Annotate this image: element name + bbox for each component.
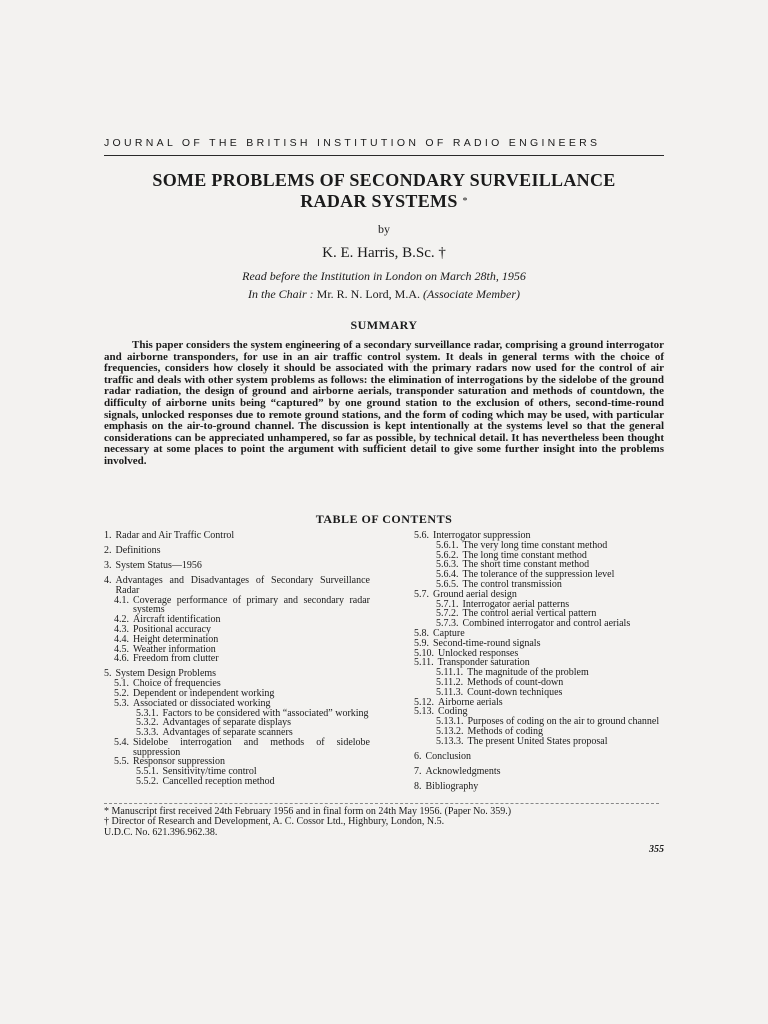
toc-entry (400, 737, 664, 747)
toc-entry-number: 5.3. (114, 697, 129, 709)
footnote-author: † Director of Research and Development, A. C. Cossor Ltd., Highbury, London, N.5. (104, 816, 445, 828)
toc-entry-title: Sensitivity/time control (162, 766, 257, 778)
toc-entry-title: Factors to be considered with “associated” working (162, 707, 369, 719)
toc-entry-number: 5.8. (414, 627, 429, 639)
header-rule (104, 155, 664, 156)
toc-entry-number: 5.3.3. (136, 727, 159, 739)
toc-entry-number: 5.7.1. (436, 598, 459, 610)
toc-entry (104, 777, 370, 787)
toc-entry-number: 5.7.2. (436, 608, 459, 620)
toc-entry (104, 561, 370, 571)
toc-entry-number: 5.5. (114, 756, 129, 768)
toc-entry-number: 5.3.1. (136, 707, 159, 719)
toc-entry (104, 596, 370, 616)
toc-entry-number: 6. (414, 750, 422, 762)
toc-entry-title: Dependent or independent working (133, 687, 275, 699)
toc-entry-number: 5.3.2. (136, 717, 159, 729)
toc-entry-title: Ground aerial design (433, 588, 517, 600)
toc-entry-title: Combined interrogator and control aerials (462, 618, 631, 630)
toc-entry-title: Advantages of separate displays (162, 717, 292, 729)
toc-entry (104, 738, 370, 758)
toc-entry-number: 5.6. (414, 530, 429, 541)
toc-heading: TABLE OF CONTENTS (315, 512, 453, 526)
toc-entry-number: 5.13.1. (436, 716, 464, 728)
toc-entry-title: Interrogator aerial patterns (462, 598, 570, 610)
toc-entry-title: The long time constant method (462, 549, 587, 561)
toc-entry-number: 5.10. (414, 647, 434, 659)
toc-entry-title: Cancelled reception method (162, 776, 275, 788)
title-footnote-mark: * (462, 196, 468, 207)
toc-right-column (400, 531, 664, 791)
toc-entry-number: 5.7.3. (436, 618, 459, 630)
toc-entry-title: Aircraft identification (133, 614, 221, 626)
toc-entry (104, 531, 370, 541)
toc-entry-title: Choice of frequencies (133, 678, 221, 690)
summary-heading: SUMMARY (350, 318, 418, 332)
paper-title (104, 170, 664, 212)
toc-entry-number: 4.1. (114, 594, 129, 606)
toc-entry-title: Sidelobe interrogation and methods of sidelobe suppression (133, 736, 370, 758)
author-name: K. E. Harris, B.Sc. † (322, 245, 446, 261)
toc-entry-number: 5.13.3. (436, 735, 464, 747)
toc-entry-number: 5.11. (414, 657, 434, 669)
toc-entry-number: 5.4. (114, 736, 129, 748)
toc-entry-number: 5.5.1. (136, 766, 159, 778)
toc-entry-title: Weather information (133, 643, 216, 655)
toc-entry (104, 576, 370, 596)
chair-line (104, 287, 664, 302)
toc-entry-title: Second-time-round signals (433, 637, 541, 649)
toc-entry-title: The tolerance of the suppression level (462, 569, 615, 581)
toc-entry-title: Associated or dissociated working (133, 697, 271, 709)
title-line-2 (104, 191, 664, 212)
toc-entry (104, 546, 370, 556)
toc-entry-title: Transponder saturation (437, 657, 530, 669)
read-before-line: Read before the Institution in London on March 28th, 1956 (242, 269, 526, 283)
toc-entry-title: Acknowledgments (425, 765, 501, 777)
footnote-udc: U.D.C. No. 621.396.962.38. (104, 826, 218, 838)
toc-entry-title: Count-down techniques (467, 686, 563, 698)
toc-entry (400, 782, 664, 792)
toc-entry-number: 5.6.4. (436, 569, 459, 581)
toc-entry (104, 654, 370, 664)
toc-entry-title: Coverage performance of primary and secondary radar systems (133, 594, 370, 616)
toc-entry-title: The control transmission (462, 578, 562, 590)
toc-entry-title: Airborne aerials (438, 696, 503, 708)
toc-entry-number: 5.5.2. (136, 776, 159, 788)
toc-entry-number: 5.6.1. (436, 539, 459, 551)
toc-entry-number: 2. (104, 544, 112, 556)
toc-entry-number: 1. (104, 530, 112, 541)
toc-entry-number: 5.6.3. (436, 559, 459, 571)
journal-header: JOURNAL OF THE BRITISH INSTITUTION OF RADIO ENGINEERS (104, 137, 601, 149)
toc-entry-title: Positional accuracy (133, 623, 212, 635)
toc-entry-number: 5.6.2. (436, 549, 459, 561)
toc-entry (400, 752, 664, 762)
summary-text: This paper considers the system engineering of a secondary surveillance radar, comprising a ground interrogator and airborne transponders, for use in an air traffic control system. It deals in general terms with the choice of frequencies, considers how closely it should be associated with the primary radars now used for the control of air traffic and deals with other system problems as follows: the elimination of interrogations by the sidelobe of the ground radar radiation, the design of ground and airborne aerials, transponder saturation and methods of countdown, the difficulty of airborne units being “captured” by one ground station to the exclusion of others, second-time-round signals, unlocked responses due to remote ground stations, and the form of coding which may be used, with particular emphasis on the air-to-ground channel. The discussion is kept intentionally at the systems level so that the general considerations can be appreciated unhampered, so far as possible, by technical detail. It has nevertheless been thought necessary at some places to point the argument with sufficient detail to give some further insight into the problems involved. (104, 339, 664, 467)
title-line-1: SOME PROBLEMS OF SECONDARY SURVEILLANCE (152, 170, 616, 190)
toc-entry-title: Responsor suppression (133, 756, 225, 768)
toc-entry-number: 4.2. (114, 614, 129, 626)
toc-entry-number: 5.7. (414, 588, 429, 600)
title-line-2-text: RADAR SYSTEMS (300, 191, 458, 211)
toc-entry-number: 3. (104, 559, 112, 571)
toc-entry-title: Definitions (115, 544, 161, 556)
toc-entry-number: 5.11.2. (436, 676, 464, 688)
toc-entry-title: Conclusion (425, 750, 472, 762)
toc-entry-number: 4. (104, 574, 112, 586)
toc-left-column (104, 531, 370, 787)
toc-entry-number: 5.9. (414, 637, 429, 649)
toc-entry-number: 5.1. (114, 678, 129, 690)
page-number: 355 (649, 844, 664, 855)
toc-entry-number: 5.11.1. (436, 667, 464, 679)
footnote-rule (104, 803, 659, 804)
byline-by: by (378, 222, 390, 236)
toc-entry-title: The control aerial vertical pattern (462, 608, 597, 620)
chair-name: Mr. R. N. Lord, M.A. (313, 287, 424, 301)
toc-entry-number: 5.13. (414, 706, 434, 718)
toc-entry-title: Advantages and Disadvantages of Secondary Surveillance Radar (115, 574, 370, 596)
toc-entry-title: Advantages of separate scanners (162, 727, 293, 739)
toc-entry-number: 4.5. (114, 643, 129, 655)
toc-entry-title: System Status—1956 (115, 559, 202, 571)
toc-entry (400, 767, 664, 777)
toc-entry-number: 5.6.5. (436, 578, 459, 590)
toc-entry-title: Height determination (133, 633, 219, 645)
toc-entry-title: Freedom from clutter (133, 653, 219, 665)
chair-prefix: In the Chair : (248, 287, 314, 301)
toc-entry-title: Purposes of coding on the air to ground channel (467, 716, 660, 728)
toc-entry-title: Methods of coding (467, 725, 544, 737)
footnote-manuscript: * Manuscript first received 24th February 1956 and in final form on 24th May 1956. (Paper No. 359.) (104, 806, 512, 817)
chair-role: (Associate Member) (423, 287, 520, 301)
footnotes (104, 807, 664, 838)
toc-entry-title: The magnitude of the problem (467, 667, 589, 679)
toc-entry-title: Radar and Air Traffic Control (115, 530, 235, 541)
toc-entry-number: 5.12. (414, 696, 434, 708)
toc-entry-number: 5. (104, 668, 112, 680)
toc-entry-title: Bibliography (425, 780, 479, 792)
toc-entry-title: The present United States proposal (467, 735, 608, 747)
toc-entry-number: 5.2. (114, 687, 129, 699)
toc-entry-title: Capture (433, 627, 465, 639)
toc-entry-number: 4.6. (114, 653, 129, 665)
toc-entry-number: 8. (414, 780, 422, 792)
toc-entry-title: Interrogator suppression (433, 530, 531, 541)
toc-entry-title: The very long time constant method (462, 539, 608, 551)
toc-entry-number: 4.3. (114, 623, 129, 635)
toc-entry-number: 7. (414, 765, 422, 777)
toc-entry-title: Coding (438, 706, 468, 718)
toc-entry-title: Unlocked responses (438, 647, 519, 659)
toc-entry-number: 4.4. (114, 633, 129, 645)
toc-entry-title: The short time constant method (462, 559, 590, 571)
toc-entry-title: System Design Problems (115, 668, 217, 680)
toc-entry-title: Methods of count-down (467, 676, 564, 688)
toc-entry-number: 5.11.3. (436, 686, 464, 698)
toc-entry-number: 5.13.2. (436, 725, 464, 737)
